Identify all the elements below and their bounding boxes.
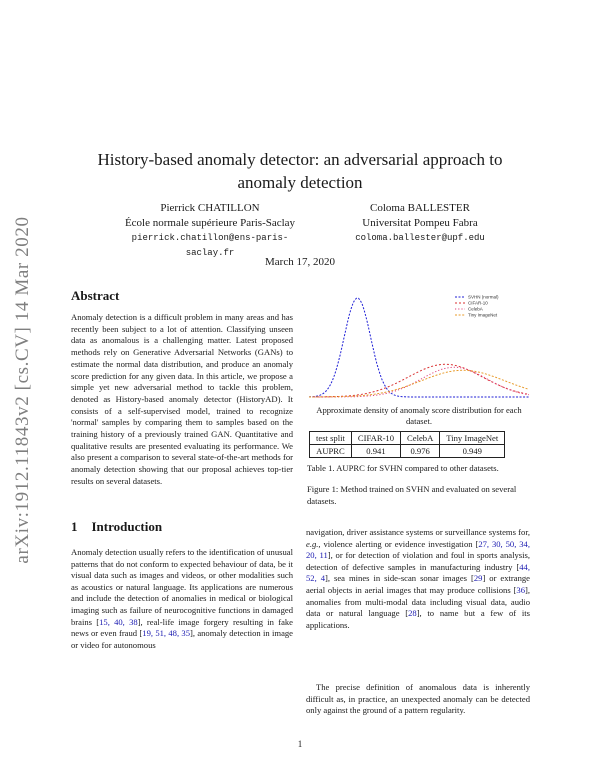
text-part: ] or extrange aerial objects in aerial images that may produce collisions [ [306, 573, 530, 595]
text-part: , violence alerting or evidence investigation [ [318, 538, 479, 549]
citation-link[interactable]: 27, 30, 50, 34, 20, 11 [306, 538, 530, 561]
intro-text-part: Anomaly detection usually refers to the identification of unusual patterns that do not conform to expected behaviour of data, be it visual data such as images and videos, or other modalities such as acoustics or natural language. Its applications are numerous and include the detection of anomalies in medical or biological imaging such as failure of neurocognitive functions in damaged brains [ [71, 547, 293, 627]
text-part: ], to name but a few of its applications. [306, 608, 530, 630]
arxiv-stamp [8, 200, 38, 580]
legend-label: Tiny ImageNet [468, 312, 498, 318]
section-title: Introduction [91, 519, 163, 534]
table-header-row [310, 432, 505, 445]
density-chart [305, 285, 533, 403]
author-block-2 [330, 201, 510, 246]
text-part: e.g. [306, 538, 319, 549]
author-email[interactable]: pierrick.chatillon@ens-paris-saclay.fr [131, 233, 289, 258]
legend-label: SVHN (normal) [468, 294, 499, 300]
table-cell: 0.976 [401, 445, 440, 458]
table-header-cell: test split [310, 432, 352, 445]
author-name: Pierrick CHATILLON [160, 202, 260, 214]
author-block-1 [110, 201, 310, 261]
citation-link[interactable]: 29 [473, 573, 483, 584]
legend-label: CIFAR-10 [468, 300, 488, 306]
density-curve-3 [309, 367, 529, 397]
paper-title: History-based anomaly detector: an adversarial approach to anomaly detection [97, 150, 503, 192]
text-part: navigation, driver assistance systems or surveillance systems for, [306, 527, 530, 537]
section-number: 1 [71, 519, 78, 534]
table-header-cell: CIFAR-10 [351, 432, 400, 445]
text-part: ], anomalies from multi-modal data including visual data, audio data or natural language [ [306, 584, 530, 619]
author-email[interactable]: coloma.ballester@upf.edu [355, 233, 485, 243]
table-cell: 0.949 [440, 445, 505, 458]
citation-link[interactable]: 15, 40, 38 [99, 616, 138, 627]
table-header-cell: Tiny ImageNet [440, 432, 505, 445]
table-caption: Table 1. AUPRC for SVHN compared to other datasets. [307, 463, 499, 473]
table-cell: AUPRC [310, 445, 352, 458]
figure-caption: Figure 1: Method trained on SVHN and evaluated on several datasets. [307, 484, 517, 506]
right-column-paragraph-2: The precise definition of anomalous data is inherently difficult as, in practice, an unexpected anomaly can be detected only against the ground of a pattern regularity. [306, 682, 530, 716]
table-header-cell: CelebA [401, 432, 440, 445]
citation-link[interactable]: 19, 51, 48, 35 [142, 628, 190, 639]
citation-link[interactable]: 28 [408, 608, 417, 619]
author-affiliation: Universitat Pompeu Fabra [362, 217, 478, 229]
citation-link[interactable]: 44, 52, 4 [306, 561, 530, 584]
auprc-table [309, 431, 505, 458]
right-column-paragraph [306, 527, 530, 631]
table-row [310, 445, 505, 458]
legend-label: CelebA [468, 306, 483, 312]
intro-paragraph [71, 547, 293, 651]
table-cell: 0.941 [351, 445, 400, 458]
chart-caption: Approximate density of anomaly score distribution for each dataset. [316, 405, 522, 426]
intro-heading [71, 519, 162, 535]
citation-link[interactable]: 36 [516, 584, 525, 595]
intro-text-part: ], real-life image forgery resulting in fake news or even fraud [ [71, 616, 293, 639]
text-part: ], sea mines in side-scan sonar images [ [325, 573, 474, 584]
author-affiliation: École normale supérieure Paris-Saclay [124, 217, 296, 229]
intro-text-part: ], anomaly detection in image or video for autonomous [71, 628, 293, 650]
author-name: Coloma BALLESTER [370, 202, 470, 214]
abstract-text: Anomaly detection is a difficult problem in many areas and has recently been subject to a lot of attention. Classifying unseen data as anomalous is a challenging matter. Latest proposed methods rely on Generative Adversarial Networks (GANs) to estimate the normal data distribution, and produce an anomaly score prediction for any given data. In this article, we propose a simple yet new adversarial method to tackle this problem, denoted as History-based anomaly detector (HistoryAD). It consists of a self-supervised model, trained to recognize 'normal' samples by comparing them to samples based on the training history of a previously trained GAN. Quantitative and qualitative results are presented evaluating its performance. We also present a comparison to several state-of-the-art methods for anomaly detection showing that our proposal achieves top-tier results on several datasets. [71, 312, 293, 486]
arxiv-id: arXiv:1912.11843v2 [cs.CV] 14 Mar 2020 [12, 216, 33, 564]
page-number: 1 [297, 739, 303, 749]
paper-date: March 17, 2020 [265, 256, 335, 268]
abstract-heading: Abstract [71, 288, 120, 303]
text-part: ], or for detection of violation and foul in sports analysis, detection of defective samples in manufacturing industry [ [306, 550, 531, 572]
